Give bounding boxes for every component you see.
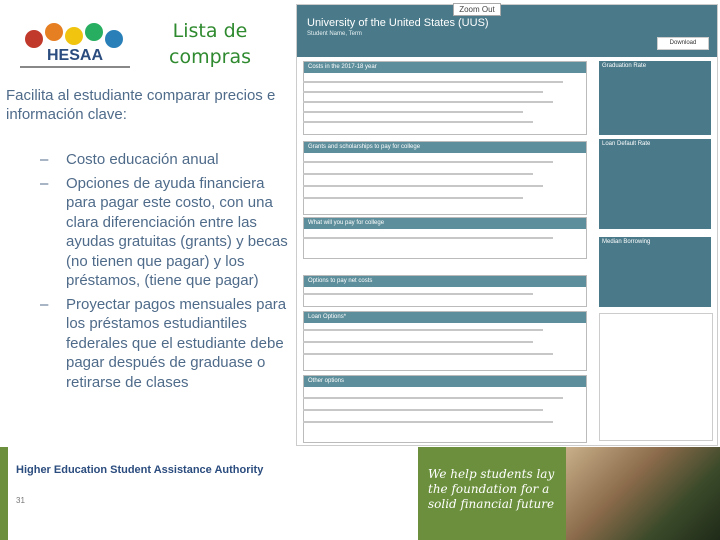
net-cost-heading: What will you pay for college (304, 218, 586, 229)
students-photo (566, 447, 720, 540)
bullet-item: – Proyectar pagos mensuales para los préstamos estudiantiles federales que el estudiante debe pagar después de graduase o retirarse de clases (40, 295, 290, 393)
text-line (303, 421, 553, 423)
text-line (303, 81, 563, 83)
document-header (297, 5, 717, 57)
text-line (303, 409, 543, 411)
page-number: 31 (16, 496, 25, 505)
bullet-item: – Costo educación anual (40, 150, 290, 170)
median-borrowing-panel (599, 237, 711, 307)
other-options-heading: Other options (304, 376, 586, 387)
loan-options-heading: Loan Options* (304, 312, 586, 323)
text-line (303, 185, 543, 187)
contact-panel (599, 313, 713, 441)
slide-title: Lista de compras (169, 20, 251, 68)
document-title: University of the United States (UUS) (307, 17, 489, 29)
hesaa-logo (14, 14, 136, 74)
text-line (303, 111, 523, 113)
options-card (303, 275, 587, 307)
text-line (303, 397, 563, 399)
text-line (303, 341, 533, 343)
text-line (303, 197, 523, 199)
bullet-item: – Opciones de ayuda financiera para pagar este costo, con una clara diferenciación entre las ayudas gratuitas (grants) y becas (no tienen que pagar) y los préstamos, (tiene que pagar) (40, 174, 290, 291)
loan-default-panel (599, 139, 711, 229)
bullet-list (40, 150, 290, 396)
text-line (303, 121, 533, 123)
costs-heading: Costs in the 2017-18 year (304, 62, 586, 73)
zoom-out-button[interactable]: Zoom Out (453, 3, 501, 16)
footer-panel (8, 447, 418, 540)
graduation-rate-label: Graduation Rate (602, 63, 647, 69)
text-line (303, 91, 543, 93)
median-borrowing-label: Median Borrowing (602, 239, 651, 245)
download-button[interactable]: Download (657, 37, 709, 50)
text-line (303, 329, 543, 331)
costs-card (303, 61, 587, 135)
grants-heading: Grants and scholarships to pay for college (304, 142, 586, 153)
loan-default-label: Loan Default Rate (602, 141, 651, 147)
text-line (303, 353, 553, 355)
shopping-sheet-document (296, 4, 718, 446)
footer-tagline: We help students lay the foundation for a solid financial future (428, 467, 555, 511)
document-subtitle: Student Name, Term (307, 31, 362, 37)
text-line (303, 161, 553, 163)
graduation-rate-panel (599, 61, 711, 135)
svg-text:HESAA: HESAA (46, 47, 104, 64)
intro-text: Facilita al estudiante comparar precios e información clave: (6, 87, 276, 123)
text-line (303, 101, 553, 103)
text-line (303, 293, 533, 295)
text-line (303, 173, 533, 175)
text-line (303, 237, 553, 239)
footer-organization: Higher Education Student Assistance Authority (16, 464, 264, 476)
options-heading: Options to pay net costs (304, 276, 586, 287)
grants-card (303, 141, 587, 215)
